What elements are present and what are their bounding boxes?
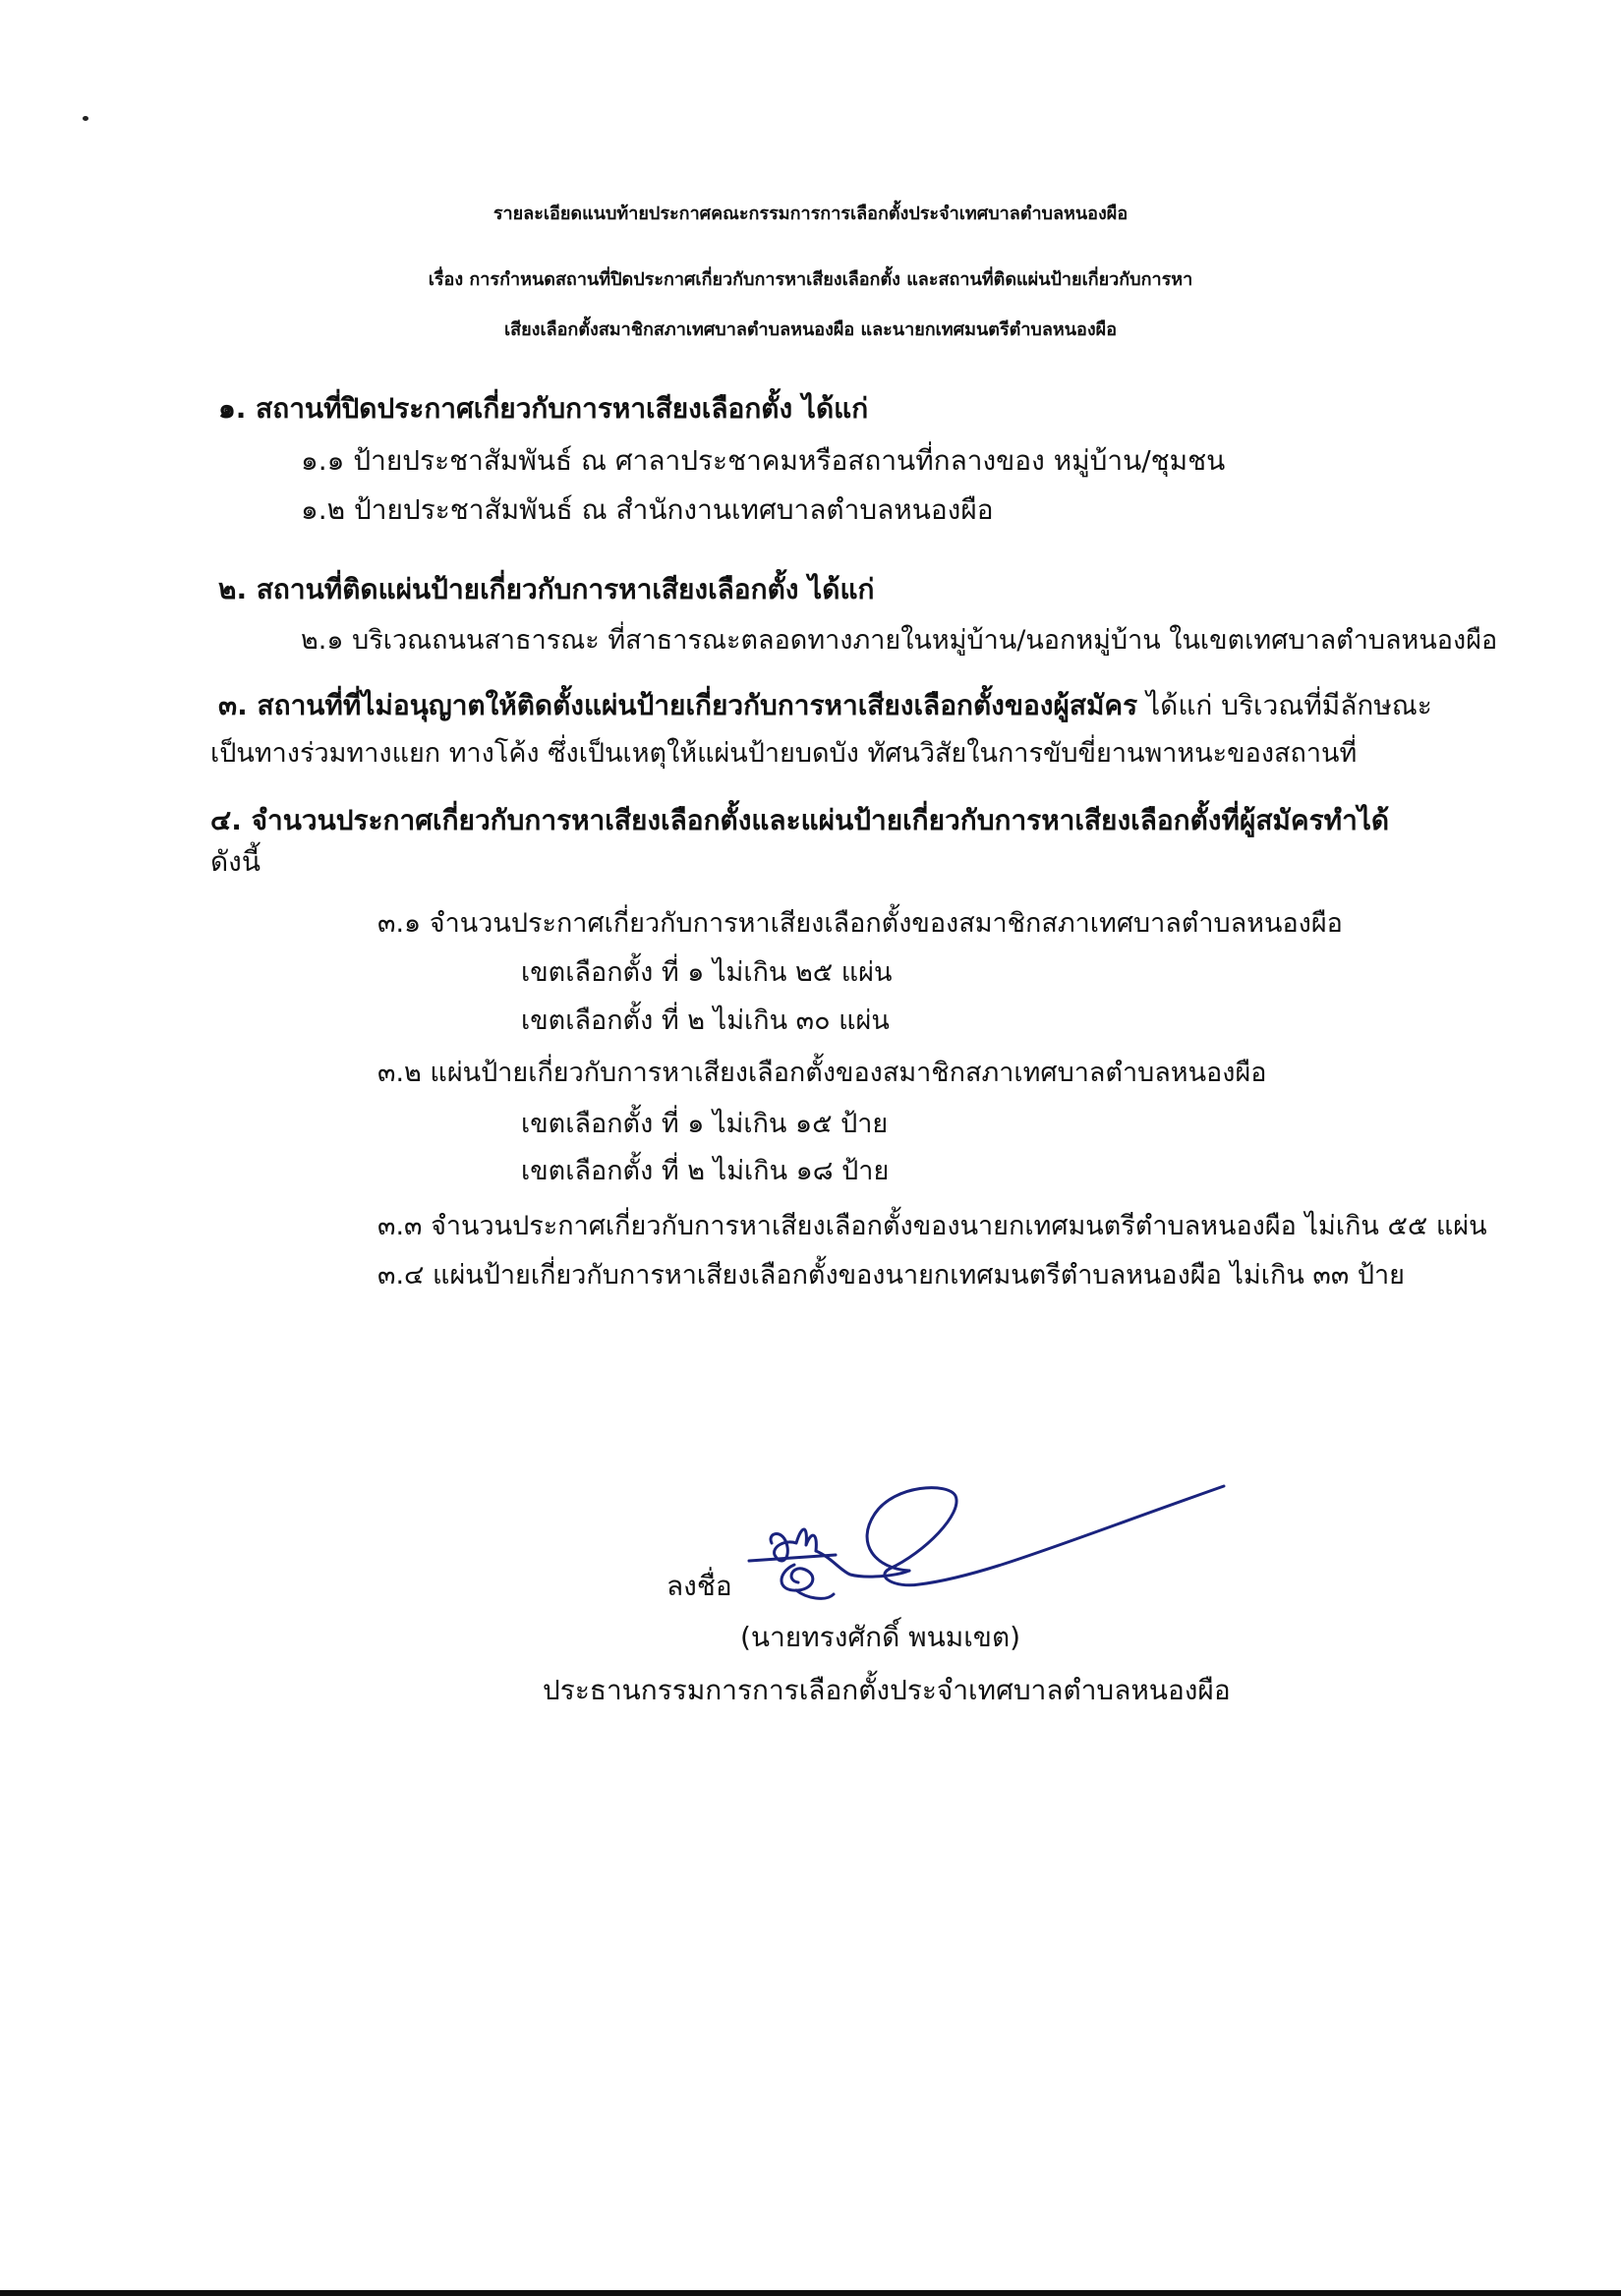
section-4-item-2-sub-1: เขตเลือกตั้ง ที่ ๑ ไม่เกิน ๑๕ ป้าย bbox=[521, 1109, 889, 1139]
section-1-item-2: ๑.๒ ป้ายประชาสัมพันธ์ ณ สำนักงานเทศบาลตำบลหนองผือ bbox=[301, 493, 994, 526]
header-line-3: เสียงเลือกตั้งสมาชิกสภาเทศบาลตำบลหนองผือ และนายกเทศมนตรีตำบลหนองผือ bbox=[503, 319, 1118, 340]
section-4-heading-cont: ดังนี้ bbox=[210, 845, 261, 878]
section-4-heading: ๔. จำนวนประกาศเกี่ยวกับการหาเสียงเลือกตั้งและแผ่นป้ายเกี่ยวกับการหาเสียงเลือกตั้งที่ผู้สมัครทำได้ bbox=[210, 804, 1390, 836]
section-3-heading-bold: ๓. สถานที่ที่ไม่อนุญาตให้ติดตั้งแผ่นป้ายเกี่ยวกับการหาเสียงเลือกตั้งของผู้สมัคร bbox=[218, 689, 1138, 721]
section-1-heading: ๑. สถานที่ปิดประกาศเกี่ยวกับการหาเสียงเลือกตั้ง ได้แก่ bbox=[218, 392, 869, 425]
handwritten-signature bbox=[737, 1474, 1229, 1622]
section-4-item-1: ๓.๑ จำนวนประกาศเกี่ยวกับการหาเสียงเลือกตั้งของสมาชิกสภาเทศบาลตำบลหนองผือ bbox=[377, 908, 1343, 939]
header-line-1: รายละเอียดแนบท้ายประกาศคณะกรรมการการเลือกตั้งประจำเทศบาลตำบลหนองผือ bbox=[492, 203, 1129, 224]
section-4-item-2: ๓.๒ แผ่นป้ายเกี่ยวกับการหาเสียงเลือกตั้งของสมาชิกสภาเทศบาลตำบลหนองผือ bbox=[377, 1058, 1267, 1088]
section-2-item-1: ๒.๑ บริเวณถนนสาธารณะ ที่สาธารณะตลอดทางภายในหมู่บ้าน/นอกหมู่บ้าน ในเขตเทศบาลตำบลหนองผือ bbox=[301, 625, 1498, 656]
section-4-item-3: ๓.๓ จำนวนประกาศเกี่ยวกับการหาเสียงเลือกตั้งของนายกเทศมนตรีตำบลหนองผือ ไม่เกิน ๕๕ แผ่น bbox=[377, 1211, 1487, 1241]
scan-speck bbox=[83, 116, 88, 121]
section-3-line-2: เป็นทางร่วมทางแยก ทางโค้ง ซึ่งเป็นเหตุให้แผ่นป้ายบดบัง ทัศนวิสัยในการขับขี่ยานพาหนะของสถานที่ bbox=[210, 738, 1358, 769]
section-1-item-1: ๑.๑ ป้ายประชาสัมพันธ์ ณ ศาลาประชาคมหรือสถานที่กลางของ หมู่บ้าน/ชุมชน bbox=[301, 444, 1226, 477]
section-4-item-1-sub-1: เขตเลือกตั้ง ที่ ๑ ไม่เกิน ๒๕ แผ่น bbox=[521, 957, 893, 988]
section-4-item-2-sub-2: เขตเลือกตั้ง ที่ ๒ ไม่เกิน ๑๘ ป้าย bbox=[521, 1156, 890, 1186]
section-4-item-1-sub-2: เขตเลือกตั้ง ที่ ๒ ไม่เกิน ๓๐ แผ่น bbox=[521, 1005, 890, 1036]
signatory-position: ประธานกรรมการการเลือกตั้งประจำเทศบาลตำบลหนองผือ bbox=[543, 1674, 1231, 1706]
section-2-heading: ๒. สถานที่ติดแผ่นป้ายเกี่ยวกับการหาเสียงเลือกตั้ง ได้แก่ bbox=[218, 573, 875, 605]
signature-label: ลงชื่อ bbox=[666, 1570, 732, 1602]
signatory-name: (นายทรงศักดิ์ พนมเขต) bbox=[740, 1621, 1021, 1653]
section-4-item-4: ๓.๔ แผ่นป้ายเกี่ยวกับการหาเสียงเลือกตั้งของนายกเทศมนตรีตำบลหนองผือ ไม่เกิน ๓๓ ป้าย bbox=[377, 1260, 1405, 1291]
section-3-heading bbox=[218, 686, 1432, 725]
header-line-2: เรื่อง การกำหนดสถานที่ปิดประกาศเกี่ยวกับการหาเสียงเลือกตั้ง และสถานที่ติดแผ่นป้ายเกี่ยวกับการหา bbox=[428, 269, 1193, 290]
section-3-heading-rest: ได้แก่ บริเวณที่มีลักษณะ bbox=[1137, 689, 1432, 721]
scan-bottom-edge bbox=[0, 2290, 1621, 2296]
